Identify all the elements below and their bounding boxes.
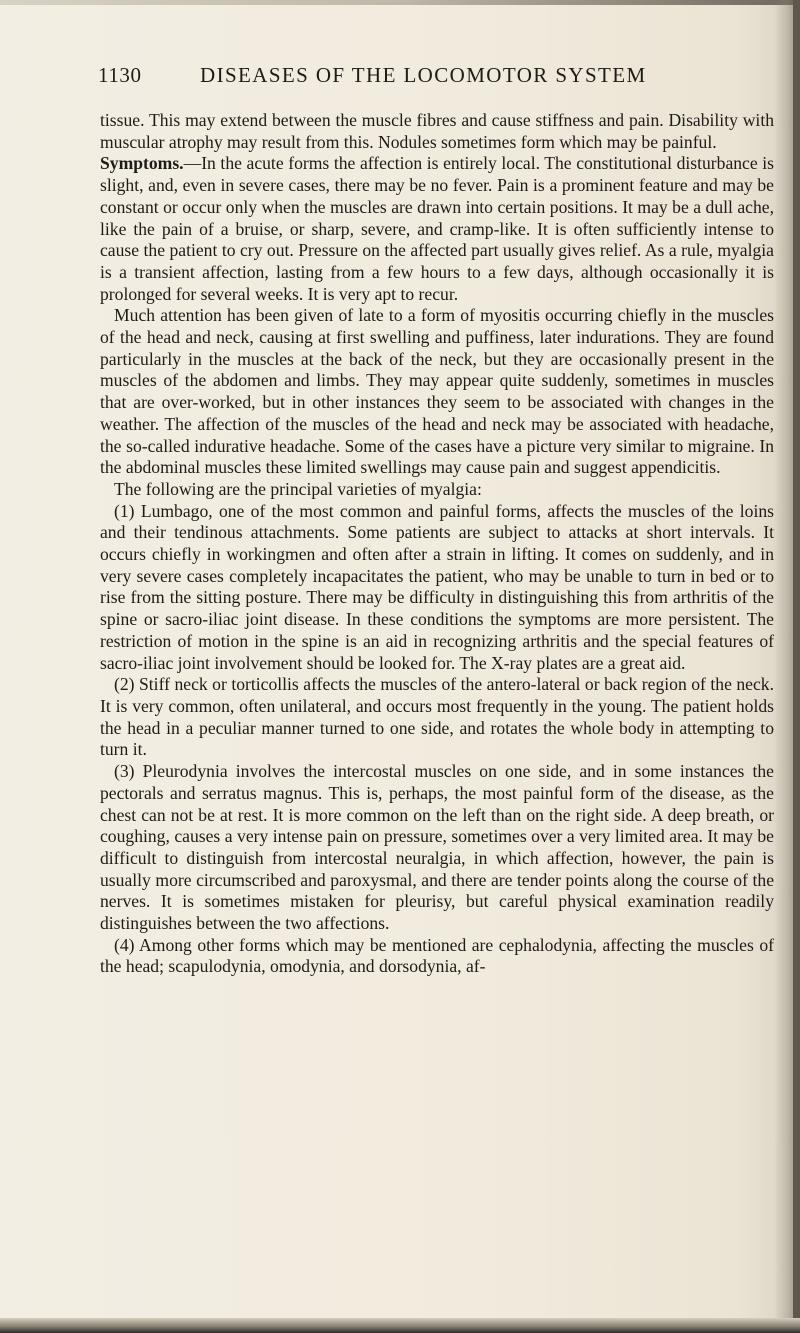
paragraph-pleurodynia [100,761,774,935]
paragraph-myositis [100,305,774,479]
paragraph-text: (4) Among other forms which may be mentioned are cephalodynia, affecting the muscles of the head; scapulodynia, omodynia, and dorsodynia, af- [100,934,774,977]
paragraph-text: Much attention has been given of late to a form of myositis occurring chiefly in the muscles of the head and neck, causing at first swelling and puffiness, later indurations. They are found particularly in the muscles at the back of the neck, but they are occasionally present in the muscles of the abdomen and limbs. They may appear quite suddenly, sometimes in muscles that are over-worked, but in other instances they seem to be associated with changes in the weather. The affection of the muscles of the head and neck may be associated with headache, the so-called indurative headache. Some of the cases have a picture very similar to migraine. In the abdominal muscles these limited swellings may cause pain and suggest appendicitis. [100,305,774,478]
section-heading-symptoms: Symptoms. [100,153,184,174]
paragraph-torticollis [100,674,774,761]
page-number: 1130 [98,63,142,87]
paragraph-symptoms [100,153,774,305]
paragraph-text: (2) Stiff neck or torticollis affects the muscles of the antero-lateral or back region of the neck. It is very common, often unilateral, and occurs most frequently in the young. The patient holds the head in a peculiar manner turned to one side, and rotates the whole body in attempting to turn it. [100,674,774,760]
body-text [100,110,774,978]
paragraph-continuation [100,110,774,153]
paragraph-text: —In the acute forms the affection is entirely local. The constitutional disturbance is slight, and, even in severe cases, there may be no fever. Pain is a prominent feature and may be constant or occur only when the muscles are drawn into certain positions. It may be a dull ache, like the pain of a bruise, or sharp, severe, and cramp-like. It is often sufficiently intense to cause the patient to cry out. Pressure on the affected part usually gives relief. As a rule, myalgia is a transient affection, lasting from a few hours to a few days, although occasionally it is prolonged for several weeks. It is very apt to recur. [100,153,774,304]
paragraph-text: (3) Pleurodynia involves the intercostal muscles on one side, and in some instances the pectorals and serratus magnus. This is, perhaps, the most painful form of the disease, as the chest can not be at rest. It is more common on the left than on the right side. A deep breath, or coughing, causes a very intense pain on pressure, sometimes over a very limited area. It may be difficult to distinguish from intercostal neuralgia, in which affection, however, the pain is usually more circumscribed and paroxysmal, and there are tender points along the course of the nerves. It is sometimes mistaken for pleurisy, but careful physical examination readily distinguishes between the two affections. [100,761,774,934]
page-header [98,63,774,93]
paragraph-varieties-intro [100,479,774,501]
paragraph-lumbago [100,501,774,675]
top-edge [0,0,800,5]
paragraph-other-forms [100,935,774,978]
paragraph-text: tissue. This may extend between the muscle fibres and cause stiffness and pain. Disability with muscular atrophy may result from this. Nodules sometimes form which may be painful. [100,110,774,152]
bottom-edge [0,1318,800,1333]
right-edge [793,0,800,1333]
running-title: DISEASES OF THE LOCOMOTOR SYSTEM [200,63,647,87]
paragraph-text: (1) Lumbago, one of the most common and painful forms, affects the muscles of the loins and their tendinous attachments. Some patients are subject to attacks at short intervals. It occurs chiefly in workingmen and often after a strain in lifting. It comes on suddenly, and in very severe cases completely incapacitates the patient, who may be unable to turn in bed or to rise from the sitting posture. There may be difficulty in distinguishing this from arthritis of the spine or sacro-iliac joint disease. In these conditions the symptoms are more persistent. The restriction of motion in the spine is an aid in recognizing arthritis and the special features of sacro-iliac joint involvement should be looked for. The X-ray plates are a great aid. [100,500,774,673]
paragraph-text: The following are the principal varieties of myalgia: [114,478,482,499]
